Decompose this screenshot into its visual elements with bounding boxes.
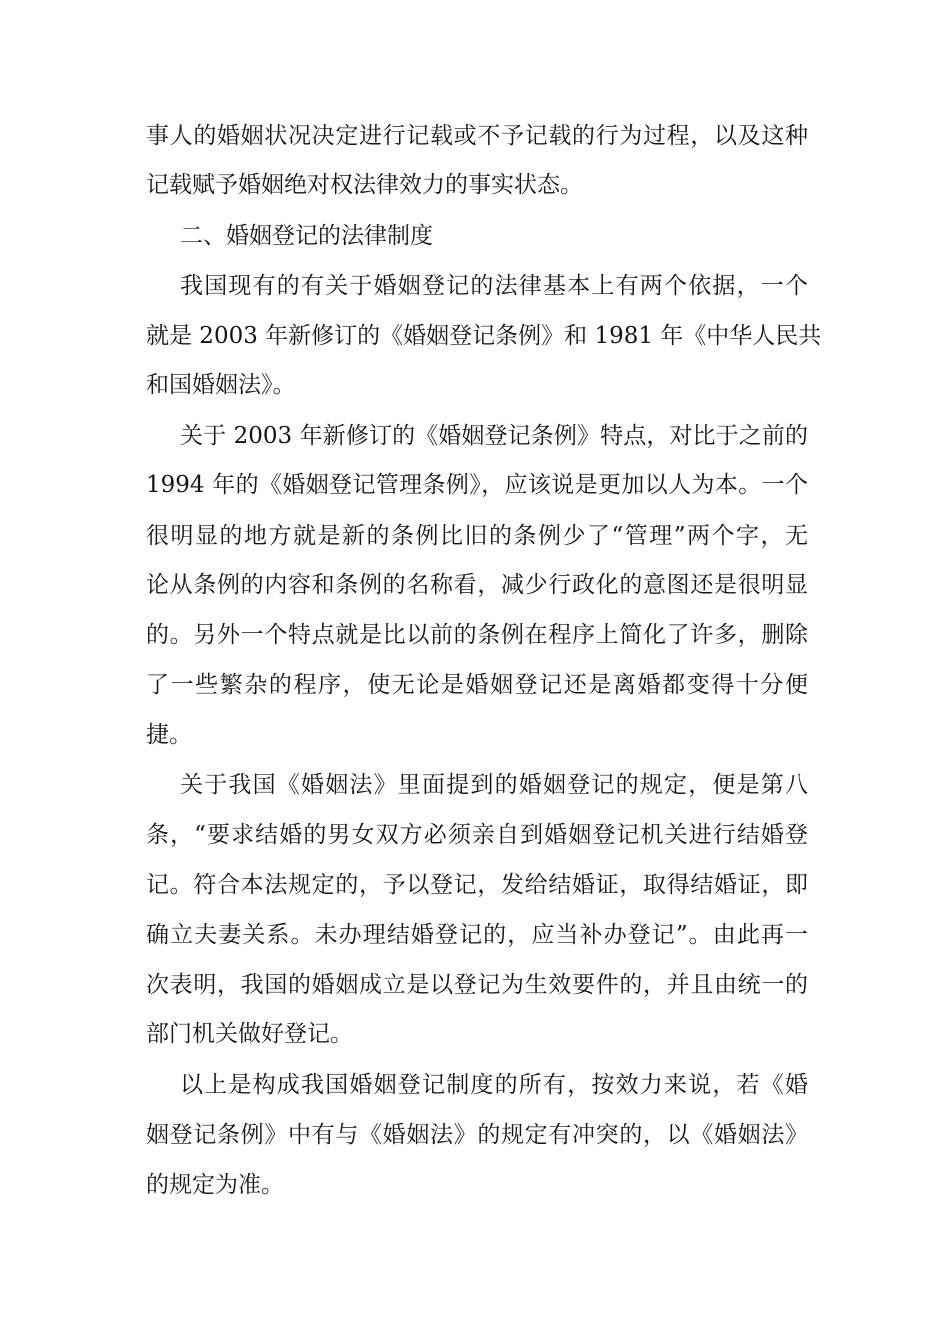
text-line: 姻登记条例》中有与《婚姻法》的规定有冲突的，以《婚姻法》 bbox=[146, 1122, 808, 1148]
text-line: 条，“要求结婚的男女双方必须亲自到婚姻登记机关进行结婚登 bbox=[146, 822, 808, 848]
section-heading: 二、婚姻登记的法律制度 bbox=[180, 223, 433, 249]
text-line: 1994 年的《婚姻登记管理条例》，应该说是更加以人为本。一个 bbox=[146, 472, 808, 498]
text-line: 的规定为准。 bbox=[146, 1172, 284, 1198]
text-line: 捷。 bbox=[146, 722, 192, 748]
text-line: 关于 2003 年新修订的《婚姻登记条例》特点，对比于之前的 bbox=[180, 423, 808, 449]
text-line: 我国现有的有关于婚姻登记的法律基本上有两个依据，一个 bbox=[180, 273, 808, 299]
text-line: 记载赋予婚姻绝对权法律效力的事实状态。 bbox=[146, 172, 583, 198]
text-line: 的。另外一个特点就是比以前的条例在程序上简化了许多，删除 bbox=[146, 622, 808, 648]
text-line: 和国婚姻法》。 bbox=[146, 372, 296, 398]
text-line: 就是 2003 年新修订的《婚姻登记条例》和 1981 年《中华人民共 bbox=[146, 323, 822, 349]
text-line: 确立夫妻关系。未办理结婚登记的，应当补办登记”。由此再一 bbox=[146, 922, 808, 948]
text-line: 关于我国《婚姻法》里面提到的婚姻登记的规定，便是第八 bbox=[180, 772, 808, 798]
text-line: 次表明，我国的婚姻成立是以登记为生效要件的，并且由统一的 bbox=[146, 972, 808, 998]
text-line: 论从条例的内容和条例的名称看，减少行政化的意图还是很明显 bbox=[146, 572, 808, 598]
text-line: 很明显的地方就是新的条例比旧的条例少了“管理”两个字，无 bbox=[146, 523, 808, 549]
text-line: 以上是构成我国婚姻登记制度的所有，按效力来说，若《婚 bbox=[180, 1072, 808, 1098]
text-line: 了一些繁杂的程序，使无论是婚姻登记还是离婚都变得十分便 bbox=[146, 672, 808, 698]
text-line: 事人的婚姻状况决定进行记载或不予记载的行为过程，以及这种 bbox=[146, 123, 808, 149]
text-line: 部门机关做好登记。 bbox=[146, 1021, 353, 1047]
text-line: 记。符合本法规定的，予以登记，发给结婚证，取得结婚证，即 bbox=[146, 872, 808, 898]
